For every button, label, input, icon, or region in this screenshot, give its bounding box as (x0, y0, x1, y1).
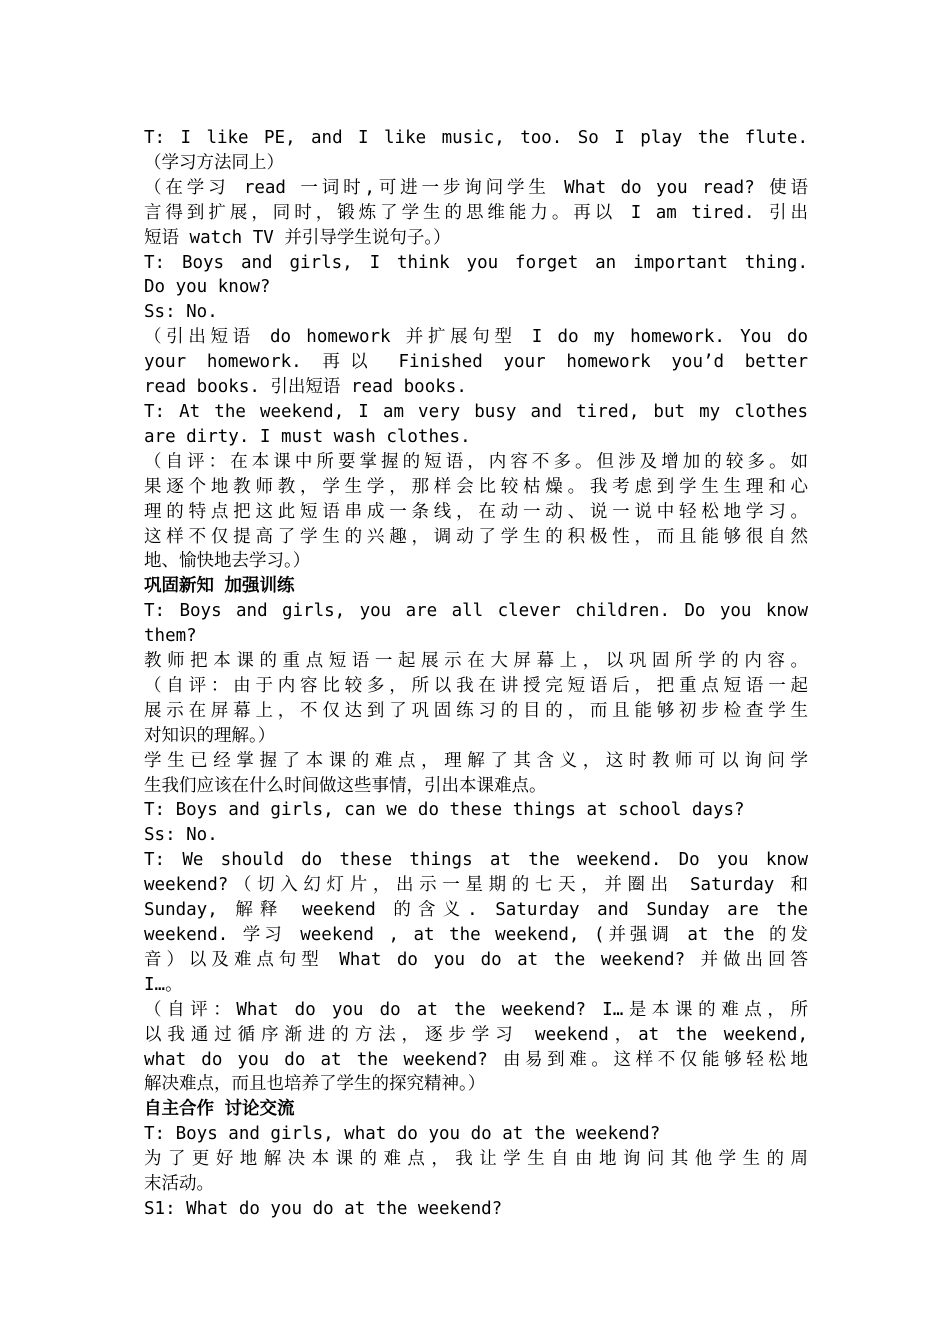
text-line: 教师把本课的重点短语一起展示在大屏幕上，以巩固所学的内容。 (144, 651, 808, 672)
text-line: Do you know? (144, 277, 271, 298)
text-line: 为了更好地解决本课的难点，我让学生自由地询问其他学生的周 (144, 1149, 808, 1170)
text-line: T: I like PE, and I like music, too. So I play the flute. (144, 128, 808, 148)
text-line: 对知识的理解。） (144, 725, 276, 746)
text-line: （自评：由于内容比较多，所以我在讲授完短语后，把重点短语一起 (144, 675, 808, 696)
text-line: T: Boys and girls, you are all clever children. Do you know (144, 601, 808, 622)
text-line: 学生已经掌握了本课的难点，理解了其含义，这时教师可以询问学 (144, 750, 808, 771)
text-line: T: At the weekend, I am very busy and tired, but my clothes (144, 401, 808, 422)
text-line: read books. 引出短语 read books. (144, 377, 467, 398)
text-line: weekend. 学习 weekend , at the weekend, (并强调 at the 的发 (144, 925, 808, 945)
text-line: Ss: No. (144, 302, 218, 323)
text-line: 短语 watch TV 并引导学生说句子。） (144, 227, 451, 248)
text-line: 展示在屏幕上，不仅达到了巩固练习的目的，而且能够初步检查学生 (144, 700, 808, 721)
text-line: weekend?（切入幻灯片，出示一星期的七天，并圈出 Saturday 和 (144, 875, 808, 896)
text-line: are dirty. I must wash clothes. (144, 426, 471, 447)
text-line: 这样不仅提高了学生的兴趣，调动了学生的积极性，而且能够很自然 (144, 526, 808, 547)
text-line: （学习方法同上） (144, 152, 284, 173)
text-line: （自评：在本课中所要掌握的短语，内容不多。但涉及增加的较多。如 (144, 451, 808, 472)
text-line: （在学习 read 一词时,可进一步询问学生 What do you read? 使语 (144, 177, 808, 198)
text-line: I…。 (144, 974, 183, 995)
text-line: S1: What do you do at the weekend? (144, 1198, 503, 1219)
text-line: 理的特点把这此短语串成一条线，在动一动、说一说中轻松地学习。 (144, 501, 808, 522)
text-line: 生我们应该在什么时间做这些事情，引出本课难点。 (144, 775, 547, 796)
text-line: T: We should do these things at the weekend. Do you know (144, 850, 808, 871)
text-line: （自评：What do you do at the weekend? I…是本课的难点，所 (144, 999, 808, 1020)
text-line: 音）以及难点句型 What do you do at the weekend? 并做出回答 (144, 949, 808, 970)
text-line: 果逐个地教师教，学生学，那样会比较枯燥。我考虑到学生生理和心 (144, 476, 808, 497)
text-line: （引出短语 do homework 并扩展句型 I do my homework. You do (144, 327, 808, 348)
text-line: 以我通过循序渐进的方法，逐步学习 weekend，at the weekend, (144, 1024, 808, 1045)
text-line: 地、愉快地去学习。） (144, 551, 311, 572)
section-heading: 自主合作 讨论交流 (144, 1099, 295, 1120)
text-line: what do you do at the weekend? 由易到难。这样不仅能够轻松地 (144, 1049, 808, 1070)
text-line: T: Boys and girls, what do you do at the weekend? (144, 1124, 661, 1145)
text-line: 末活动。 (144, 1174, 214, 1195)
text-line: your homework. 再以 Finished your homework you’d better (144, 352, 808, 373)
text-line: them? (144, 626, 197, 647)
text-line: T: Boys and girls, can we do these things at school days? (144, 800, 745, 821)
text-line: T: Boys and girls, I think you forget an important thing. (144, 252, 808, 273)
text-line: 言得到扩展，同时，锻炼了学生的思维能力。再以 I am tired. 引出 (144, 202, 808, 223)
section-heading: 巩固新知 加强训练 (144, 576, 295, 597)
text-line: 解决难点，而且也培养了学生的探究精神。） (144, 1074, 486, 1095)
text-line: Ss: No. (144, 825, 218, 846)
text-line: Sunday, 解释 weekend 的含义. Saturday and Sunday are the (144, 900, 808, 921)
